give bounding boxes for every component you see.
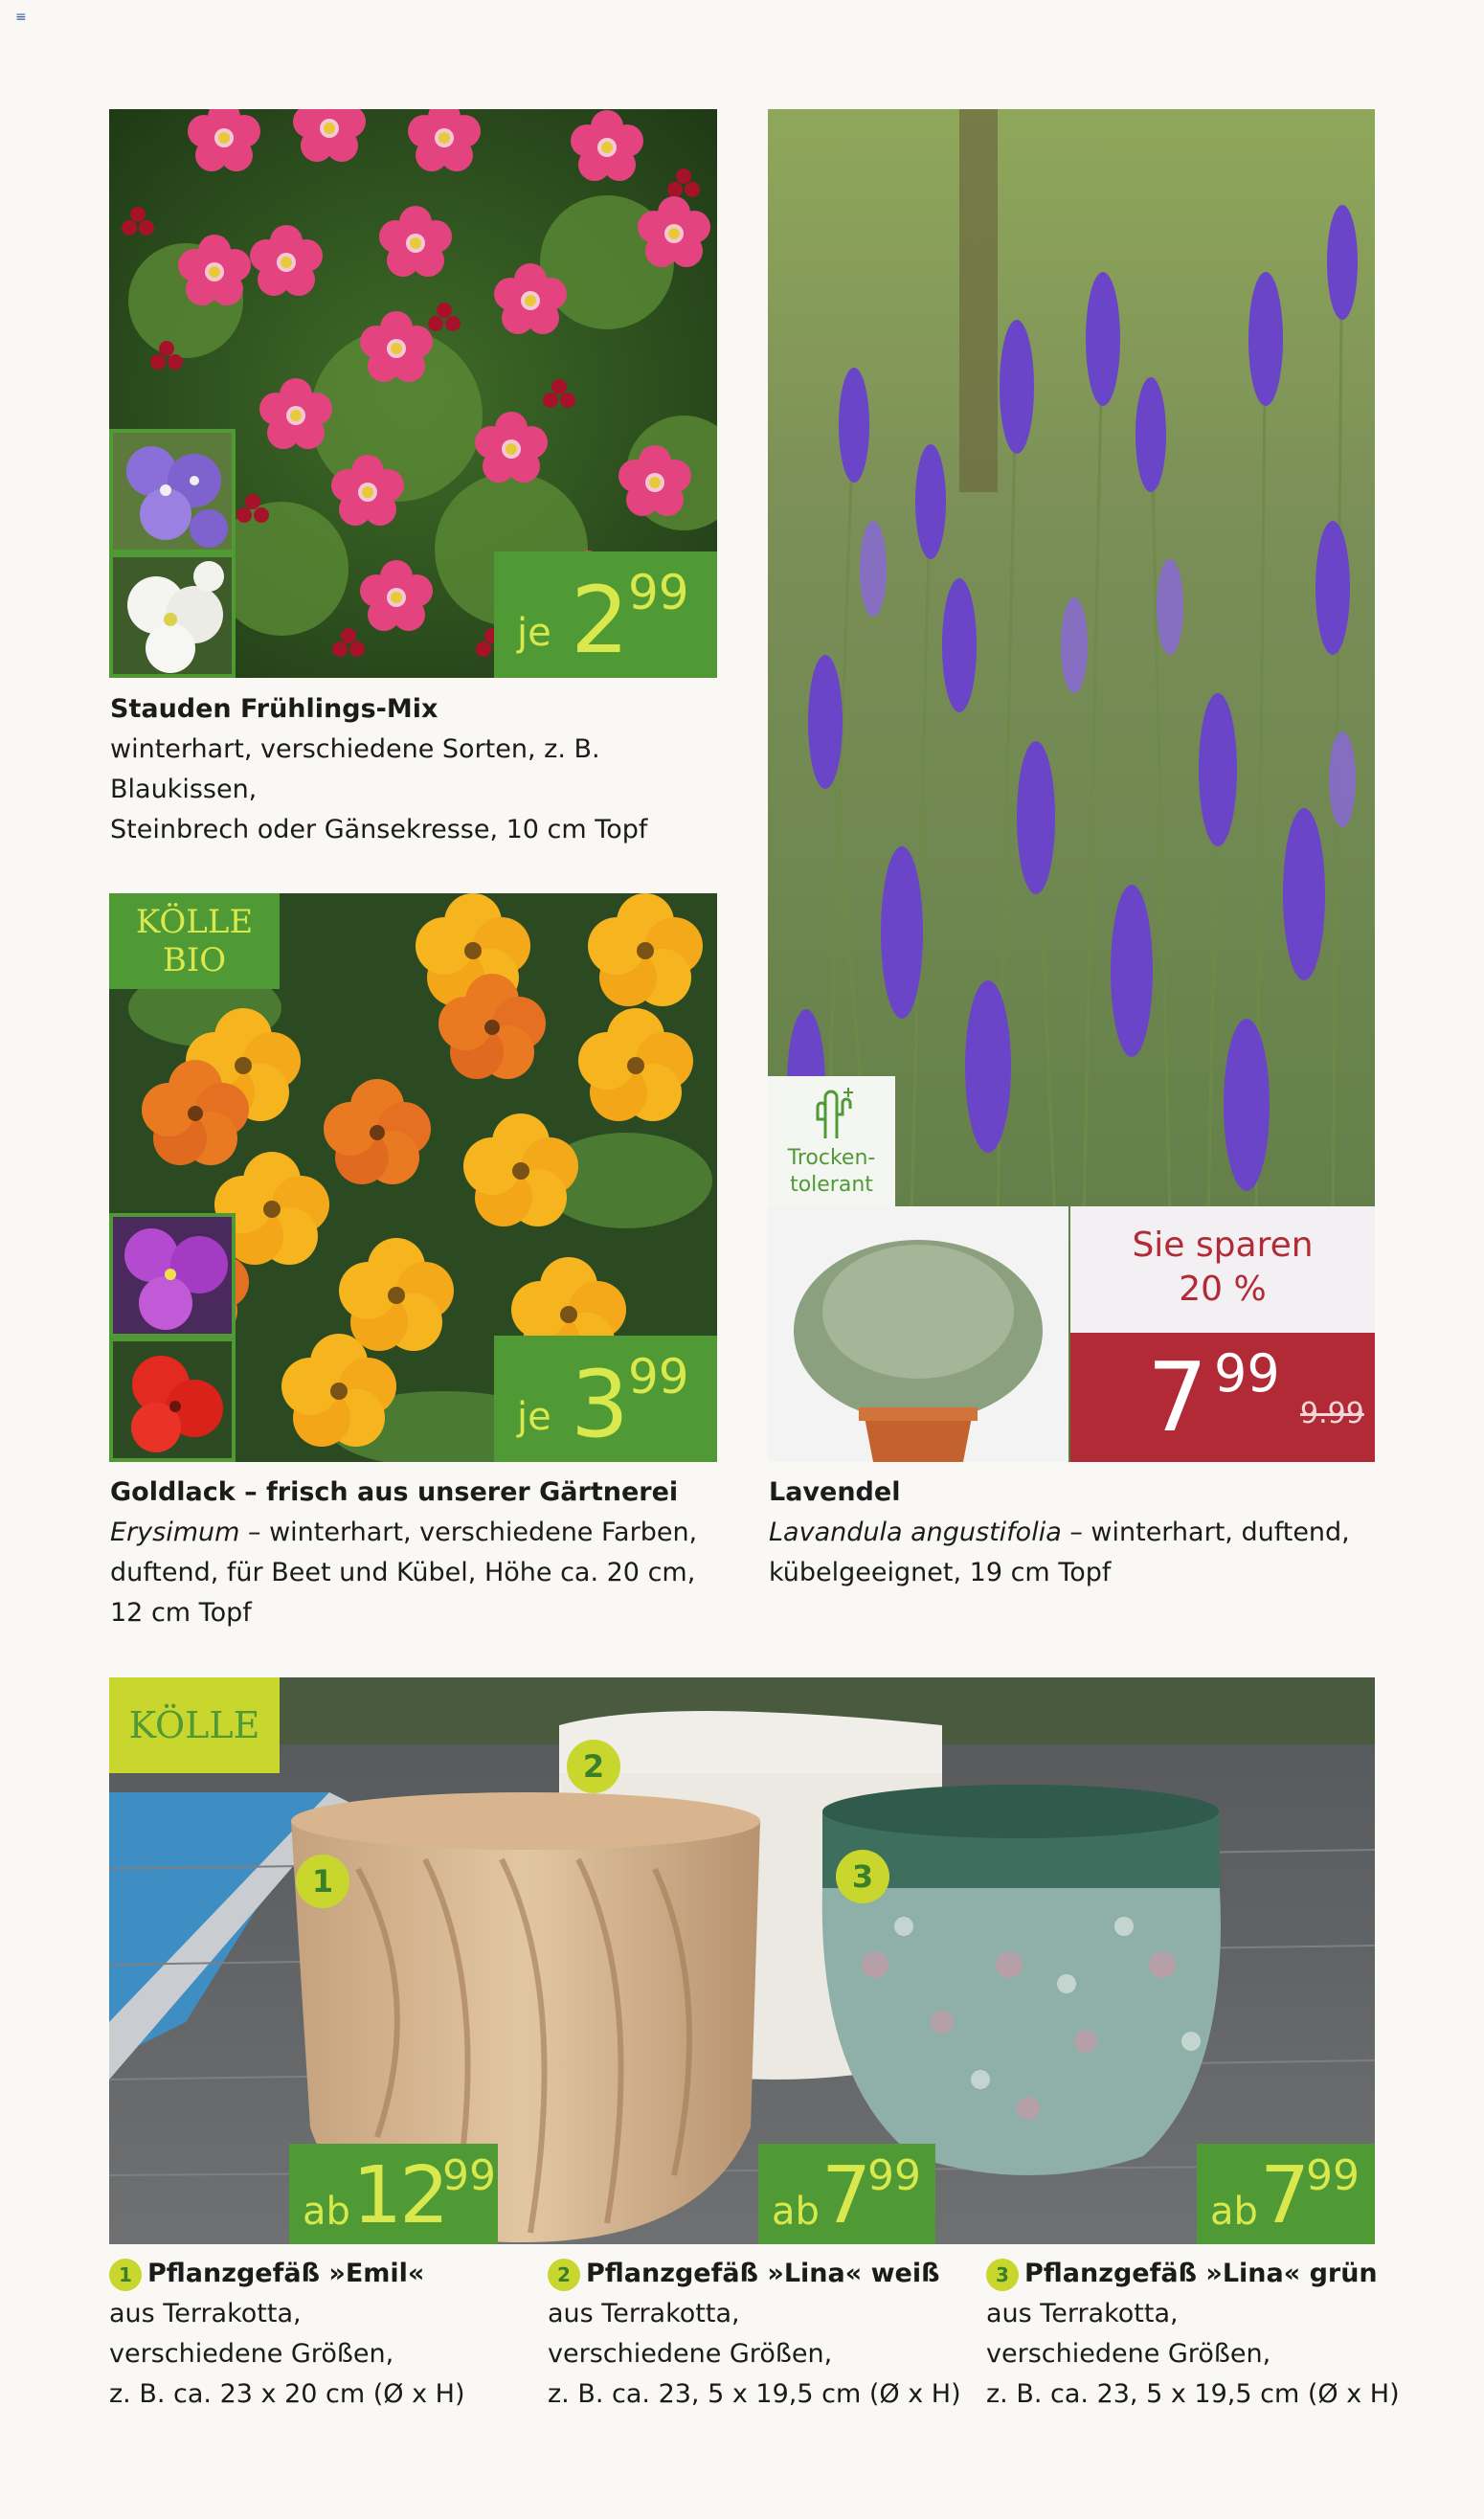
trocken-tolerant-badge (768, 1076, 895, 1220)
pot-3-title (986, 2254, 1465, 2294)
pot-2-line-3: z. B. ca. 23, 5 x 19,5 cm (Ø x H) (548, 2379, 961, 2409)
goldlack-line-2: duftend, für Beet und Kübel, Höhe ca. 20 cm, (110, 1558, 696, 1587)
price-prefix: je (517, 1395, 551, 1439)
brand-label: KÖLLE (128, 1704, 260, 1746)
pot-2-line-1: aus Terrakotta, (548, 2299, 740, 2328)
pot-3-price-tag (1197, 2144, 1375, 2244)
goldlack-title: Goldlack – frisch aus unserer Gärtnerei (110, 1477, 679, 1507)
pot-marker-2: 2 (567, 1740, 620, 1793)
badge-line-1: KÖLLE (135, 903, 254, 941)
goldlack-image (109, 893, 717, 1462)
trocken-line-2: tolerant (790, 1173, 873, 1197)
gaensekresse-graphic (113, 557, 232, 674)
goldlack-violet-thumbnail (109, 1213, 236, 1338)
pot-1-number-badge: 1 (109, 2259, 142, 2291)
stauden-line-2: Steinbrech oder Gänsekresse, 10 cm Topf (110, 815, 648, 844)
pot-2-title-text: Pflanzgefäß »Lina« weiß (586, 2259, 940, 2288)
pot-3-title-text: Pflanzgefäß »Lina« grün (1024, 2259, 1378, 2288)
price-cents: 99 (628, 565, 689, 620)
goldlack-price-tag (494, 1336, 717, 1462)
pot-2-description (548, 2254, 978, 2415)
pot-marker-3: 3 (836, 1850, 889, 1903)
price-prefix: ab (1210, 2190, 1258, 2234)
stauden-title: Stauden Frühlings-Mix (110, 694, 438, 724)
pots-image (109, 1677, 1375, 2244)
goldlack-description (110, 1473, 742, 1633)
lavendel-description (769, 1473, 1401, 1593)
goldlack-latin-name: Erysimum (110, 1518, 240, 1547)
red-flower-graphic (113, 1341, 232, 1458)
old-price: 9.99 (1300, 1397, 1364, 1430)
pot-2-title (548, 2254, 978, 2294)
price-cents: 99 (628, 1349, 689, 1405)
lavender-pot-graphic (768, 1206, 1068, 1462)
goldlack-line-1-rest: – winterhart, verschiedene Farben, (239, 1518, 698, 1547)
stauden-price-tag (494, 551, 717, 678)
pot-2-line-2: verschiedene Größen, (548, 2339, 833, 2369)
lavendel-price-tag (1070, 1333, 1375, 1462)
price-cents: 99 (867, 2151, 921, 2200)
pot-1-description (109, 2254, 540, 2415)
pot-1-title (109, 2254, 540, 2294)
violet-flower-graphic (113, 1217, 232, 1334)
pot-3-line-3: z. B. ca. 23, 5 x 19,5 cm (Ø x H) (986, 2379, 1400, 2409)
price-cents: 99 (1214, 1343, 1280, 1404)
price-main: 3 (571, 1351, 627, 1458)
lavendel-line-2: kübelgeeignet, 19 cm Topf (769, 1558, 1112, 1587)
pot-1-title-text: Pflanzgefäß »Emil« (147, 2259, 425, 2288)
blaukissen-graphic (113, 433, 232, 550)
trocken-line-1: Trocken- (787, 1146, 876, 1170)
stauden-image (109, 109, 717, 678)
goldlack-line-3: 12 cm Topf (110, 1598, 252, 1628)
price-main: 7 (1260, 2150, 1308, 2241)
pot-2-number-badge: 2 (548, 2259, 580, 2291)
lavendel-pot-photo (768, 1206, 1068, 1462)
price-cents: 99 (1306, 2151, 1360, 2200)
gaensekresse-thumbnail (109, 553, 236, 678)
blaukissen-thumbnail (109, 429, 236, 553)
price-prefix: ab (772, 2190, 820, 2234)
pot-1-line-2: verschiedene Größen, (109, 2339, 394, 2369)
pot-1-line-3: z. B. ca. 23 x 20 cm (Ø x H) (109, 2379, 465, 2409)
pot-marker-1: 1 (296, 1855, 349, 1908)
badge-line-2: BIO (162, 941, 227, 979)
lavendel-title: Lavendel (769, 1477, 901, 1507)
stauden-description (110, 689, 742, 850)
price-main: 7 (1147, 1341, 1208, 1453)
price-prefix: je (517, 611, 551, 655)
price-cents: 99 (442, 2151, 496, 2200)
pot-3-line-1: aus Terrakotta, (986, 2299, 1179, 2328)
koelle-brand-badge (109, 1677, 280, 1773)
sie-sparen-box (1070, 1206, 1375, 1333)
pot-1-price-tag (289, 2144, 498, 2244)
price-main: 12 (352, 2150, 447, 2241)
lavendel-line-1 (769, 1513, 1401, 1553)
lavendel-image (768, 109, 1375, 1462)
price-main: 7 (821, 2150, 869, 2241)
pot-3-line-2: verschiedene Größen, (986, 2339, 1271, 2369)
price-prefix: ab (303, 2190, 350, 2234)
price-main: 2 (571, 567, 627, 674)
lavendel-latin-name: Lavandula angustifolia (769, 1518, 1062, 1547)
save-line-2: 20 % (1179, 1270, 1267, 1309)
goldlack-line-1 (110, 1513, 742, 1553)
pot-3-number-badge: 3 (986, 2259, 1019, 2291)
save-line-1: Sie sparen (1132, 1226, 1314, 1265)
koelle-bio-badge (109, 893, 280, 989)
menu-icon[interactable]: ≡ (15, 10, 27, 25)
pot-3-description (986, 2254, 1465, 2415)
stauden-line-1: winterhart, verschiedene Sorten, z. B. Blaukissen, (110, 734, 600, 804)
goldlack-red-thumbnail (109, 1338, 236, 1462)
pot-1-line-1: aus Terrakotta, (109, 2299, 302, 2328)
pot-2-price-tag (758, 2144, 935, 2244)
lavendel-line-1-rest: – winterhart, duftend, (1061, 1518, 1350, 1547)
cactus-icon (806, 1086, 858, 1141)
